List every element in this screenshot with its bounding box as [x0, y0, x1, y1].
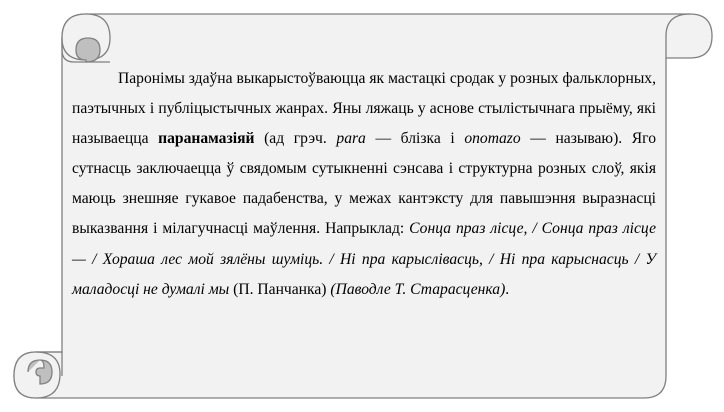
term-bold: паранамазіяй: [158, 130, 255, 148]
bottom-left-curl: [14, 352, 62, 398]
source-attribution: (Паводле Т. Старасценка): [330, 280, 506, 298]
text-run: — блізка і: [365, 130, 465, 148]
text-run: .: [505, 280, 510, 298]
top-left-curl: [62, 14, 110, 62]
greek-word: onomazo: [464, 130, 521, 148]
paragraph-text: [72, 64, 656, 305]
author-attribution: (П. Панчанка): [229, 280, 331, 298]
text-run: (ад грэч.: [254, 130, 337, 148]
poem-quote: Сонца праз лісце, / Сонца праз лісце — / Хораша лес мой зялёны шуміць. / Ні пра карыслівасць, / Ні пра карыснасць / У маладосці не думалі мы: [72, 220, 657, 298]
text-run: Паронімы здаўна выкарыстоўваюцца як мастацкі сродак у розных фальклорных, паэтычных і публіцыстычных жанрах. Яны ляжаць у аснове стылістычнага прыёму, які называецца: [72, 70, 656, 148]
paragraph: [72, 64, 656, 305]
text-run: — называю). Яго сутнасць заключаецца ў свядомым сутыкненні сэнсава і структурна розных слоў, якія маюць знешняе гукавое падабенства, у межах кантэксту для павышэння выразнасці выказвання і мілагучнасці маўлення. Напрыклад:: [72, 130, 656, 238]
greek-word: para: [336, 130, 366, 148]
